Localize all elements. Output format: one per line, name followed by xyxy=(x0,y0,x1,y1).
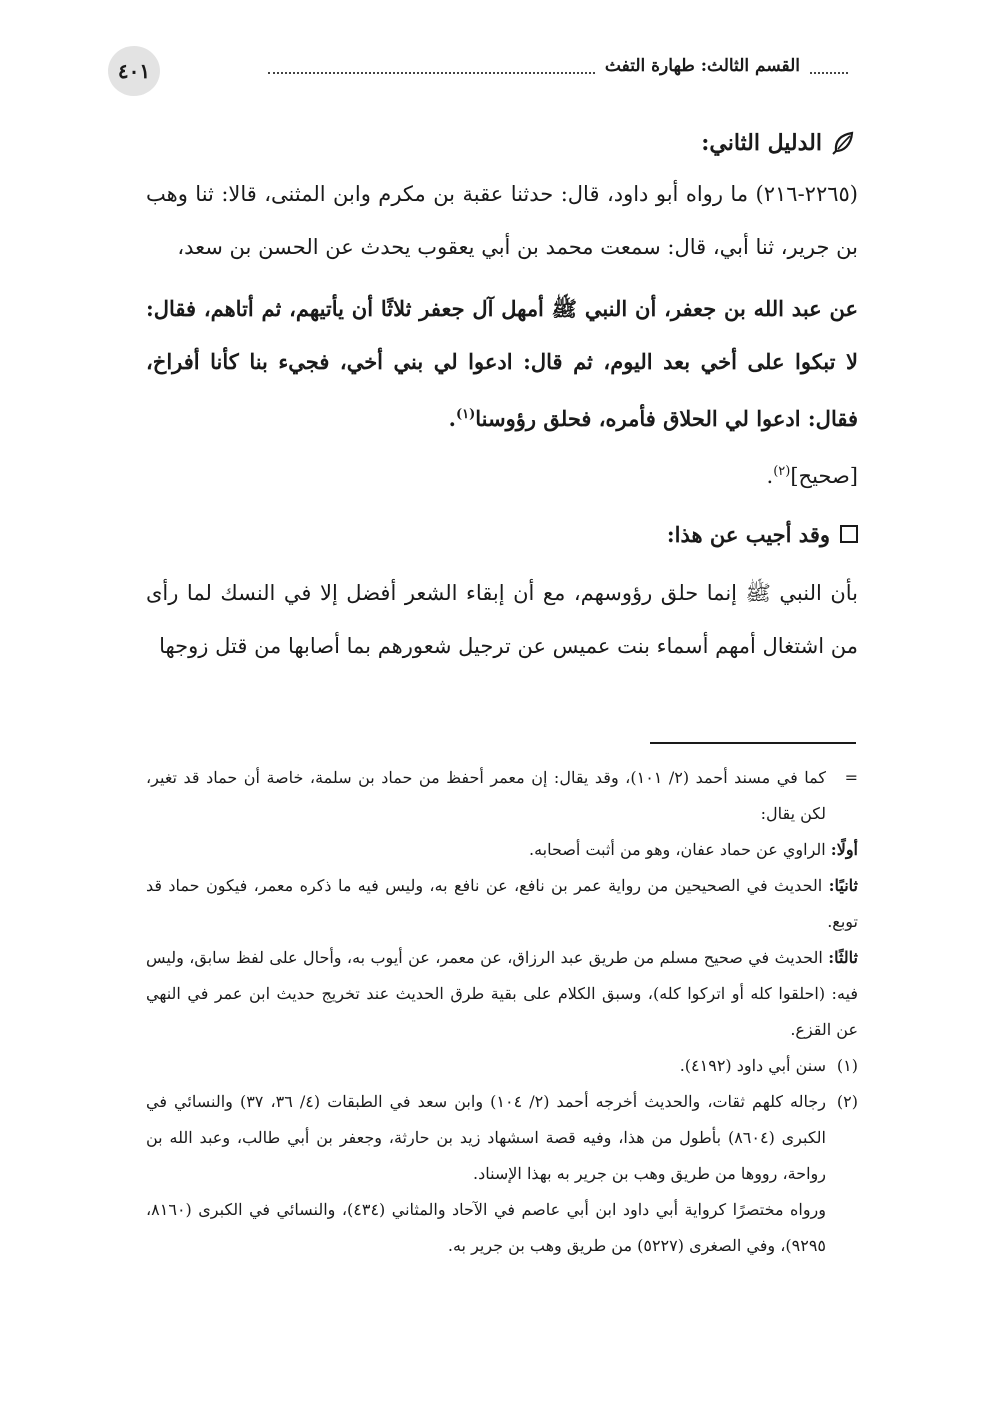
answer-paragraph: بأن النبي ﷺ إنما حلق رؤوسهم، مع أن إبقاء الشعر أفضل إلا في النسك لما رأى من اشتغال أمهم أسماء بنت عميس عن ترجيل شعورهم بما أصابها من قتل زوجها xyxy=(146,581,858,658)
footnote-2-mark: (٢) xyxy=(836,1092,858,1111)
grade-line xyxy=(146,445,858,503)
third-label: ثالثًا: xyxy=(828,948,858,967)
footnote-2-text xyxy=(146,1084,826,1264)
footnote-ref-1[interactable]: (١) xyxy=(455,407,476,422)
footnote-1-mark: (١) xyxy=(836,1056,858,1075)
evidence-heading xyxy=(146,118,858,168)
grade-text: [صحيح] xyxy=(790,464,858,488)
heading-text: الدليل الثاني: xyxy=(701,130,822,156)
page-number: ٤٠١ xyxy=(108,46,160,96)
footnote-third-point xyxy=(146,940,858,1048)
footnote-2 xyxy=(146,1084,858,1264)
first-label: أولًا: xyxy=(830,840,858,859)
matn-end: . xyxy=(448,406,456,431)
footnote-2-text-b: ورواه مختصرًا كرواية أبي داود ابن أبي عاصم في الآحاد والمثاني (٤٣٤)، والنسائي في الكبرى (٨١٦٠، ٩٢٩٥)، وفي الصغرى (٥٢٢٧) من طريق وهب بن جرير به. xyxy=(146,1200,827,1255)
footnote-continued xyxy=(146,760,858,832)
footnote-1-text: سنن أبي داود (٤١٩٢). xyxy=(679,1056,826,1075)
isnad-paragraph: (٢٢٦٥-٢١٦) ما رواه أبو داود، قال: حدثنا عقبة بن مكرم وابن المثنى، قالا: ثنا وهب بن جرير، ثنا أبي، قال: سمعت محمد بن أبي يعقوب يحدث عن الحسن بن سعد، xyxy=(146,182,858,259)
third-text: الحديث في صحيح مسلم من طريق عبد الرزاق، عن معمر، عن أيوب به، وأحال على لفظ سابق، وليس فيه: (احلقوا كله أو اتركوا كله)، وسبق الكلام على بقية طرق الحديث عند تخريج حديث ابن عمر في النهي عن القزع. xyxy=(146,948,858,1039)
answer-heading-text: وقد أجيب عن هذا: xyxy=(666,521,830,547)
dotted-leader-right xyxy=(810,58,848,74)
answer-heading xyxy=(146,509,858,559)
footnote-divider xyxy=(650,742,856,744)
footnote-second-point xyxy=(146,868,858,940)
first-text: الراوي عن حماد عفان، وهو من أثبت أصحابه. xyxy=(529,840,831,859)
grade-end: . xyxy=(766,464,774,488)
main-text xyxy=(146,118,858,673)
page-header xyxy=(108,46,848,96)
running-title xyxy=(268,56,848,76)
section-title: القسم الثالث: طهارة التفث xyxy=(604,56,800,76)
footnote-text: كما في مسند أحمد (٢/ ١٠١)، وقد يقال: إن معمر أحفظ من حماد بن سلمة، خاصة أن حماد قد تغير، لكن يقال: xyxy=(146,768,826,823)
continuation-mark: = xyxy=(844,768,858,787)
footnote-2-text-a: رجاله كلهم ثقات، والحديث أخرجه أحمد (٢/ ١٠٤) وابن سعد في الطبقات (٤/ ٣٦، ٣٧) والنسائي في الكبرى (٨٦٠٤) بأطول من هذا، وفيه قصة اسشهاد زيد بن حارثة، وجعفر بن أبي طالب، وعبد الله بن رواحة، رووها من طريق وهب بن جرير به بهذا الإسناد. xyxy=(146,1092,827,1183)
matn-text: عن عبد الله بن جعفر، أن النبي ﷺ أمهل آل جعفر ثلاثًا أن يأتيهم، ثم أتاهم، فقال: لا تبكوا على أخي بعد اليوم، ثم قال: ادعوا لي بني أخي، فجيء بنا كأنا أفراخ، فقال: ادعوا لي الحلاق فأمره، فحلق رؤوسنا xyxy=(146,296,858,431)
footnotes xyxy=(146,760,858,1264)
square-bullet-icon xyxy=(840,525,858,543)
second-label: ثانيًا: xyxy=(828,876,858,895)
second-text: الحديث في الصحيحين من رواية عمر بن نافع، عن نافع به، وليس فيه ما ذكره معمر، فيكون حماد قد توبع. xyxy=(146,876,858,931)
matn-paragraph xyxy=(146,282,858,445)
dotted-leader-left xyxy=(268,58,595,74)
leaf-ornament-icon xyxy=(830,129,858,157)
footnote-1 xyxy=(146,1048,858,1084)
footnote-ref-2[interactable]: (٢) xyxy=(773,464,791,479)
footnote-first-point xyxy=(146,832,858,868)
